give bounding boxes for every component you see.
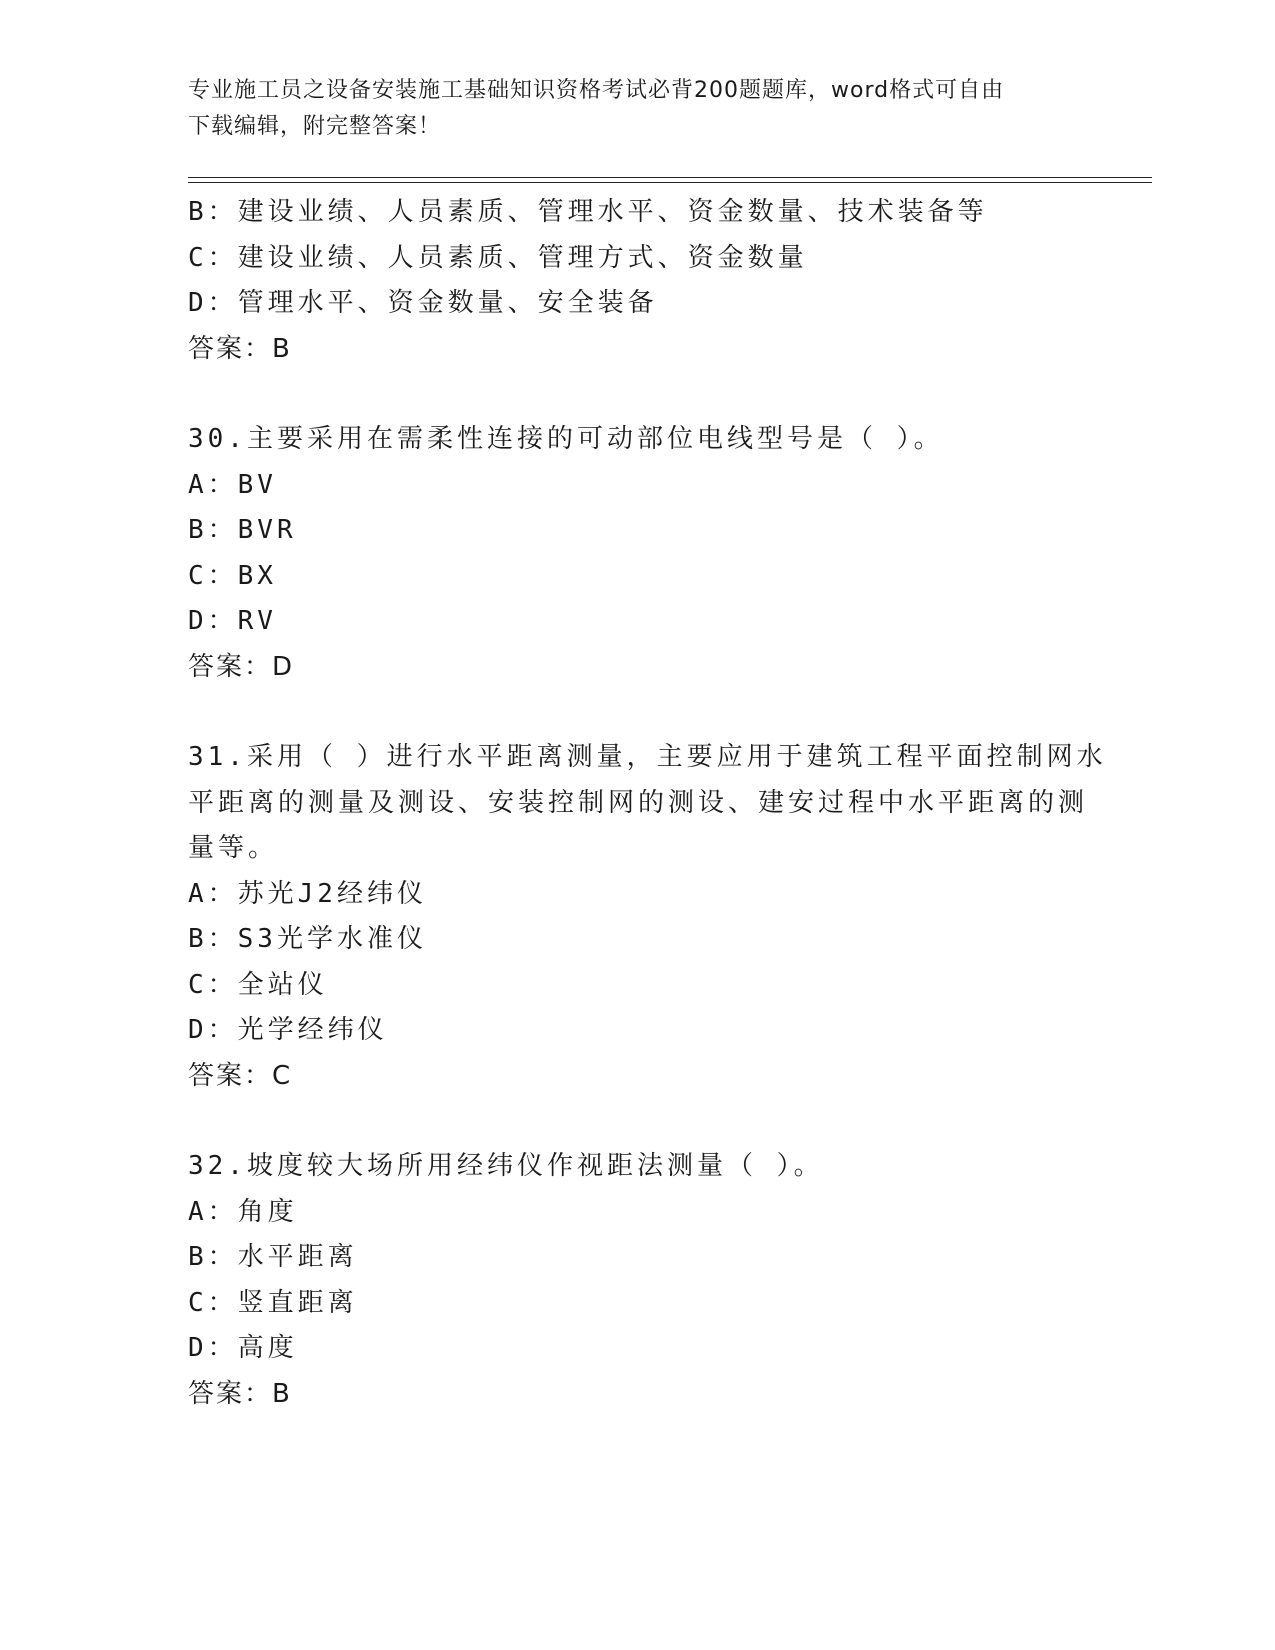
option-d: D：高度: [188, 1333, 298, 1363]
question-32: [188, 1144, 1088, 1417]
question-list: [188, 190, 1107, 1417]
option-b: B：BVR: [188, 515, 297, 545]
question-stem-line-1: 31.采用（ ）进行水平距离测量，主要应用于建筑工程平面控制网水: [188, 742, 1107, 772]
option-a: A：角度: [188, 1196, 298, 1227]
option-c: C：竖直距离: [188, 1287, 358, 1318]
question-stem: 30.主要采用在需柔性连接的可动部位电线型号是（ ）。: [188, 424, 944, 454]
question-30: [188, 417, 1088, 690]
option-d: D：光学经纬仪: [188, 1015, 388, 1045]
answer-line: 答案：C: [188, 1060, 293, 1091]
spacer: [188, 1099, 1088, 1144]
answer-line: 答案：D: [188, 651, 295, 682]
option-c: C：BX: [188, 560, 277, 591]
header-rule-top: [188, 177, 1152, 178]
header-line-1: 专业施工员之设备安装施工基础知识资格考试必背200题题库，word格式可自由: [188, 78, 1005, 103]
question-stem-line-2: 平距离的测量及测设、安装控制网的测设、建安过程中水平距离的测: [188, 787, 1089, 818]
question-29-continued: [188, 190, 1088, 372]
document-header: [188, 73, 1068, 145]
option-a: A：苏光J2经纬仪: [188, 878, 427, 909]
option-c: C：建设业绩、人员素质、管理方式、资金数量: [188, 242, 808, 273]
question-31: [188, 735, 1107, 1099]
answer-line: 答案：B: [188, 333, 292, 364]
spacer: [188, 372, 1088, 417]
question-stem-line-3: 量等。: [188, 833, 279, 863]
option-a: A：BV: [188, 469, 277, 500]
option-c: C：全站仪: [188, 969, 328, 1000]
answer-line: 答案：B: [188, 1378, 292, 1409]
header-rule-bottom: [188, 182, 1152, 183]
option-d: D：管理水平、资金数量、安全装备: [188, 288, 658, 318]
option-b: B：建设业绩、人员素质、管理水平、资金数量、技术装备等: [188, 197, 988, 227]
option-b: B：水平距离: [188, 1242, 358, 1272]
option-b: B：S3光学水准仪: [188, 924, 427, 954]
question-stem: 32.坡度较大场所用经纬仪作视距法测量（ ）。: [188, 1151, 824, 1181]
header-line-2: 下载编辑，附完整答案！: [188, 114, 442, 139]
spacer: [188, 690, 1088, 735]
option-d: D：RV: [188, 606, 277, 636]
